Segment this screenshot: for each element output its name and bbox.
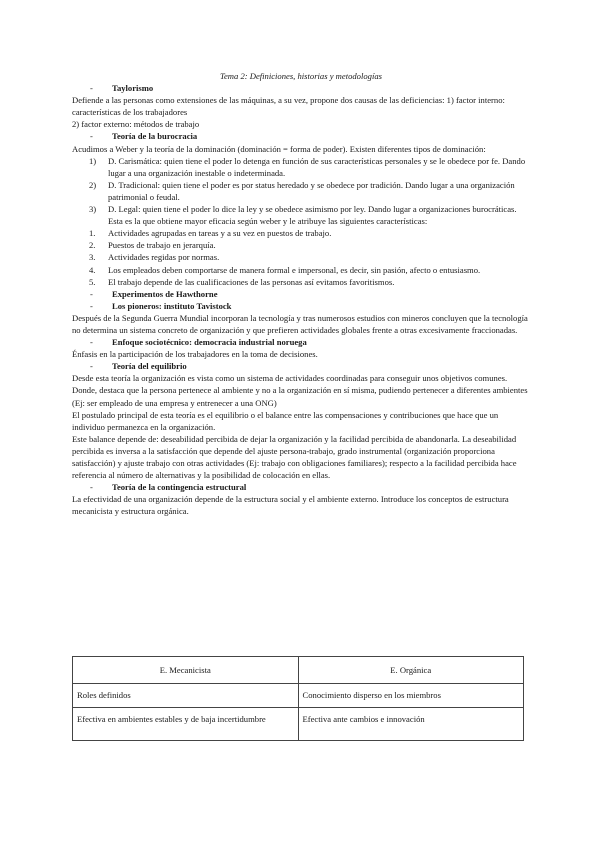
table-header-cell: E. Orgánica	[298, 657, 524, 684]
list-number: 3.	[89, 252, 96, 263]
list-number: 2.	[89, 240, 96, 251]
list-item	[72, 227, 530, 239]
list-item	[72, 179, 530, 203]
table-cell: Roles definidos	[73, 684, 299, 708]
list-item	[72, 276, 530, 288]
bullet-dash: -	[90, 131, 93, 142]
bullet-dash: -	[90, 288, 93, 299]
heading-text: Enfoque sociotécnico: democracia industrial noruega	[112, 337, 307, 348]
list-item	[72, 264, 530, 276]
list-text: Los empleados deben comportarse de manera formal e impersonal, es decir, sin pasión, afecto o entusiasmo.	[108, 264, 481, 275]
list-text: D. Tradicional: quien tiene el poder es por status heredado y se obedece por tradición. Dando lugar a una organización patrimonial o feudal.	[108, 179, 515, 202]
table-cell: Efectiva en ambientes estables y de baja incertidumbre	[73, 708, 299, 741]
table-cell: Efectiva ante cambios e innovación	[298, 708, 524, 741]
paragraph: Énfasis en la participación de los trabajadores en la toma de decisiones.	[72, 349, 318, 360]
table-header-row	[73, 657, 524, 684]
table-row	[73, 684, 524, 708]
bullet-dash: -	[90, 482, 93, 493]
heading-text: Teoría del equilibrio	[112, 361, 187, 372]
heading-text: Experimentos de Hawthorne	[112, 288, 218, 299]
list-item	[72, 251, 530, 263]
list-number: 2)	[89, 179, 97, 190]
list-number: 3)	[89, 204, 97, 215]
document-page	[72, 70, 530, 517]
list-item	[72, 155, 530, 179]
bullet-dash: -	[90, 361, 93, 372]
list-number: 1)	[89, 155, 97, 166]
paragraph: El postulado principal de esta teoría es el equilibrio o el balance entre las compensaciones y contribuciones que hace que un individuo permanezca en la organización.	[72, 409, 499, 432]
list-text: El trabajo depende de las cualificaciones de las personas así evitamos favoritismos.	[108, 276, 395, 287]
heading-contingencia	[72, 481, 530, 493]
bullet-dash: -	[90, 337, 93, 348]
heading-text: Taylorismo	[112, 83, 154, 94]
list-number: 4.	[89, 264, 96, 275]
heading-text: Teoría de la burocracia	[112, 131, 198, 142]
table-row	[73, 708, 524, 741]
heading-taylorismo	[72, 82, 530, 94]
bullet-dash: -	[90, 300, 93, 311]
table-cell: Conocimiento disperso en los miembros	[298, 684, 524, 708]
heading-hawthorne	[72, 288, 530, 300]
heading-tavistock	[72, 300, 530, 312]
paragraph: Acudimos a Weber y la teoría de la dominación (dominación = forma de poder). Existen diferentes tipos de dominación:	[72, 143, 486, 154]
heading-burocracia	[72, 130, 530, 142]
paragraph: 2) factor externo: métodos de trabajo	[72, 119, 200, 130]
list-text: Puestos de trabajo en jerarquía.	[108, 240, 216, 251]
bullet-dash: -	[90, 83, 93, 94]
list-item	[72, 203, 530, 227]
list-number: 5.	[89, 276, 96, 287]
list-text: D. Legal: quien tiene el poder lo dice la ley y se obedece asimismo por ley. Dando lugar a organizaciones burocráticas. Esta es la que obtiene mayor eficacia según weber y le atribuye las siguientes características:	[108, 204, 517, 227]
list-number: 1.	[89, 228, 96, 239]
heading-equilibrio	[72, 360, 530, 372]
list-text: D. Carismática: quien tiene el poder lo detenga en función de sus características personales y se le obedece por fe. Dando lugar a una organización inestable o indeterminada.	[108, 155, 526, 178]
list-text: Actividades regidas por normas.	[108, 252, 220, 263]
paragraph: Defiende a las personas como extensiones de las máquinas, a su vez, propone dos causas de las deficiencias: 1) factor interno: características de los trabajadores	[72, 95, 505, 118]
paragraph: Después de la Segunda Guerra Mundial incorporan la tecnología y tras numerosos estudios con mineros concluyen que la tecnología no determina un sistema concreto de organización y que prefieren actividades globales frente a otras excesivamente fraccionadas.	[72, 312, 528, 335]
paragraph: La efectividad de una organización depende de la estructura social y el ambiente externo. Introduce los conceptos de estructura mecanicista y estructura orgánica.	[72, 494, 509, 517]
document-title: Tema 2: Definiciones, historias y metodologías	[219, 71, 382, 81]
table-header-cell: E. Mecanicista	[73, 657, 299, 684]
heading-text: Los pioneros: instituto Tavistock	[112, 300, 232, 311]
list-item	[72, 239, 530, 251]
comparison-table	[72, 656, 524, 741]
heading-sociotecnico	[72, 336, 530, 348]
paragraph: Desde esta teoría la organización es vista como un sistema de actividades coordinadas para conseguir unos objetivos comunes. Donde, destaca que la persona pertenece al ambiente y no a la organización en sí misma, pudiendo pertenecer a diferentes ambientes (Ej: ser empleado de una empresa y entrenecer a una ONG)	[72, 373, 528, 408]
list-text: Actividades agrupadas en tareas y a su vez en puestos de trabajo.	[108, 228, 332, 239]
heading-text: Teoría de la contingencia estructural	[112, 482, 247, 493]
paragraph: Este balance depende de: deseabilidad percibida de dejar la organización y la facilidad percibida de abandonarla. La deseabilidad percibida es inversa a la satisfacción que depende del ajuste persona-trabajo, grado instrumental (organización proporciona satisfacción) y ajuste trabajo con otras actividades (Ej: trabajo con obligaciones familiares); respecto a la facilidad percibida hace referencia al número de alternativas y la posibilidad de colocación en ellas.	[72, 433, 517, 481]
